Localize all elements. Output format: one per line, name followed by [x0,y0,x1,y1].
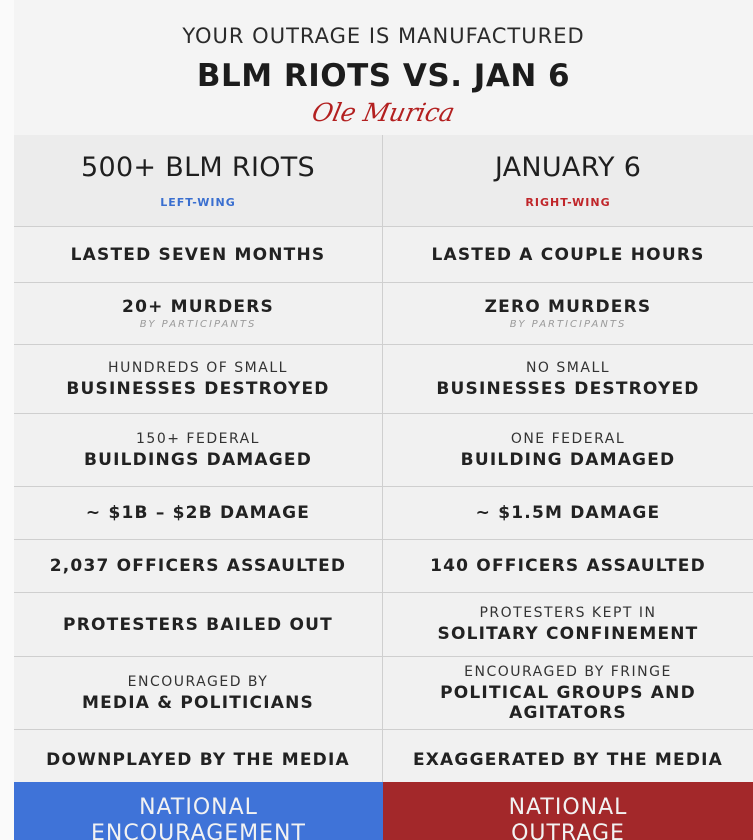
cell-line-2: SOLITARY CONFINEMENT [437,624,699,644]
table-cell-left [14,414,383,486]
table-cell-left [14,540,383,592]
table-cell-left [14,593,383,656]
cell-line-1: PROTESTERS KEPT IN [479,605,657,621]
footer [14,782,753,840]
cell-line-2: EXAGGERATED BY THE MEDIA [412,750,724,770]
cell-line-1: ONE FEDERAL [510,430,626,447]
footer-left-line1: NATIONAL [139,795,258,820]
table-cell-right [383,345,753,413]
cell-line-2: 140 OFFICERS ASSAULTED [430,556,706,576]
table-cell-right [383,414,753,486]
cell-line-2: PROTESTERS BAILED OUT [63,614,333,635]
cell-line-2: ~ $1.5M DAMAGE [475,503,661,523]
table-cell-left [14,730,383,790]
column-header-left [14,135,383,226]
table-cell-left [14,487,383,539]
cell-note: BY PARTICIPANTS [509,319,627,330]
table-row [14,540,753,593]
footer-right-line1: NATIONAL [508,795,628,820]
footer-left-text [14,782,383,840]
footer-left-line2: ENCOURAGEMENT [91,821,306,840]
cell-line-2: 2,037 OFFICERS ASSAULTED [49,556,347,576]
table-cell-right [383,487,753,539]
cell-line-2: BUSINESSES DESTROYED [66,378,330,399]
cell-line-2: ~ $1B – $2B DAMAGE [85,503,311,523]
cell-line-1: HUNDREDS OF SMALL [108,359,288,376]
column-title-right: JANUARY 6 [494,152,642,183]
cell-line-2: BUSINESSES DESTROYED [436,378,700,399]
header-subtitle: YOUR OUTRAGE IS MANUFACTURED [182,24,585,48]
comparison-table [14,135,753,791]
table-row [14,227,753,283]
column-title-left: 500+ BLM RIOTS [81,152,315,183]
cell-line-1: ENCOURAGED BY FRINGE [464,663,672,680]
right-wing-label: RIGHT-WING [525,196,611,209]
table-row [14,657,753,730]
footer-right-line2: OUTRAGE [511,821,625,840]
cell-line-1: NO SMALL [525,359,611,376]
header [14,0,753,135]
footer-left-banner [14,782,383,840]
cell-line-2: POLITICAL GROUPS AND AGITATORS [440,682,696,723]
table-cell-right [383,593,753,656]
cell-line-2: MEDIA & POLITICIANS [81,692,314,713]
table-cell-right [383,283,753,344]
table-row [14,345,753,414]
cell-note: BY PARTICIPANTS [139,319,257,330]
table-body [14,227,753,791]
table-row [14,414,753,487]
cell-line-2: BUILDING DAMAGED [460,449,676,470]
column-header-right [383,135,753,226]
cell-line-2: 20+ MURDERS [122,297,274,317]
table-row [14,487,753,540]
table-header-row [14,135,753,227]
cell-line-2: LASTED A COUPLE HOURS [431,244,705,265]
left-wing-label: LEFT-WING [160,196,236,209]
table-cell-right [383,730,753,790]
table-cell-left [14,283,383,344]
cell-line-2: DOWNPLAYED BY THE MEDIA [46,750,350,770]
cell-line-1: ENCOURAGED BY [127,673,269,690]
cell-line-2: BUILDINGS DAMAGED [83,449,313,470]
brand-signature: Ole Murica [309,98,458,127]
cell-line-2: ZERO MURDERS [484,297,652,317]
table-cell-right [383,227,753,282]
cell-line-2: LASTED SEVEN MONTHS [70,244,326,265]
table-cell-left [14,227,383,282]
footer-right-banner [383,782,753,840]
table-row [14,283,753,345]
cell-line-1: 150+ FEDERAL [136,430,260,447]
table-cell-left [14,345,383,413]
table-cell-left [14,657,383,729]
footer-right-text [383,782,753,840]
table-cell-right [383,657,753,729]
table-row [14,593,753,657]
table-cell-right [383,540,753,592]
header-title: BLM RIOTS VS. JAN 6 [196,58,571,94]
